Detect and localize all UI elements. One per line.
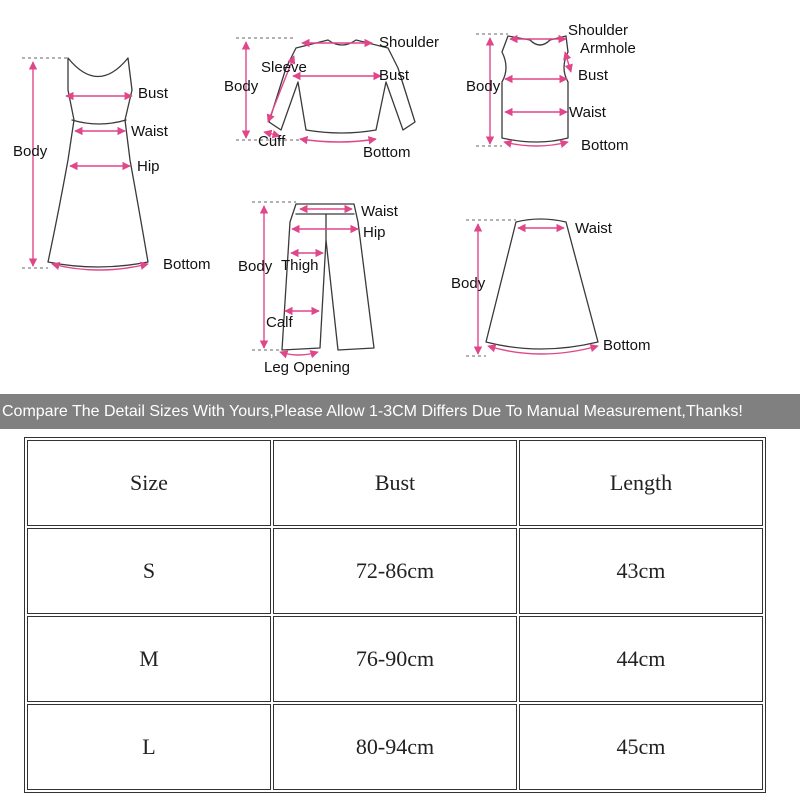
vest-diagram [466, 22, 636, 154]
pants-leg-opening-label: Leg Opening [264, 359, 350, 376]
cell-bust: 76-90cm [273, 616, 517, 702]
sweater-body-label: Body [224, 78, 259, 95]
dress-waist-label: Waist [131, 123, 168, 140]
cell-bust: 80-94cm [273, 704, 517, 790]
sweater-bottom-arrow [300, 139, 376, 142]
dress-hip-label: Hip [137, 158, 160, 175]
cell-size: L [27, 704, 271, 790]
table-row [27, 528, 763, 614]
size-chart-table [24, 437, 766, 793]
table-row [27, 616, 763, 702]
dress-diagram [13, 58, 211, 273]
cell-size: S [27, 528, 271, 614]
table-row [27, 704, 763, 790]
sweater-sleeve-label: Sleeve [261, 59, 307, 76]
dress-bust-label: Bust [138, 85, 169, 102]
vest-bottom-label: Bottom [581, 137, 629, 154]
dress-bottom-label: Bottom [163, 256, 211, 273]
cell-bust: 72-86cm [273, 528, 517, 614]
pants-calf-label: Calf [266, 314, 293, 331]
vest-bust-label: Bust [578, 67, 609, 84]
skirt-outline [486, 219, 598, 349]
sweater-outline [269, 40, 415, 133]
sweater-diagram [224, 34, 439, 161]
pants-outline [282, 204, 374, 350]
dress-body-label: Body [13, 143, 48, 160]
header-size: Size [27, 440, 271, 526]
skirt-bottom-arrow [488, 346, 598, 354]
vest-shoulder-label: Shoulder [568, 22, 629, 39]
header-length: Length [519, 440, 763, 526]
vest-body-label: Body [466, 78, 501, 95]
pants-thigh-label: Thigh [281, 257, 319, 274]
cell-length: 44cm [519, 616, 763, 702]
header-bust: Bust [273, 440, 517, 526]
pants-waist-label: Waist [361, 203, 398, 220]
vest-outline [502, 36, 568, 142]
pants-leg-opening-arrow [280, 352, 318, 355]
vest-armhole-arrow [565, 52, 571, 72]
measurement-notice-banner: Compare The Detail Sizes With Yours,Please Allow 1-3CM Differs Due To Manual Measurement,Thanks! [0, 394, 800, 429]
pants-diagram [238, 202, 399, 376]
skirt-bottom-label: Bottom [603, 337, 651, 354]
sweater-shoulder-label: Shoulder [379, 34, 440, 51]
sweater-bottom-label: Bottom [363, 144, 411, 161]
pants-body-label: Body [238, 258, 273, 275]
vest-armhole-label: Armhole [580, 40, 636, 57]
dress-outline [48, 58, 148, 267]
cell-length: 45cm [519, 704, 763, 790]
cell-length: 43cm [519, 528, 763, 614]
vest-waist-label: Waist [569, 104, 606, 121]
sweater-cuff-label: Cuff [258, 133, 286, 150]
measurement-diagrams [0, 0, 800, 392]
table-header-row [27, 440, 763, 526]
skirt-diagram [451, 219, 651, 356]
skirt-body-label: Body [451, 275, 486, 292]
pants-hip-label: Hip [363, 224, 386, 241]
cell-size: M [27, 616, 271, 702]
skirt-waist-label: Waist [575, 220, 612, 237]
sweater-bust-label: Bust [379, 67, 410, 84]
